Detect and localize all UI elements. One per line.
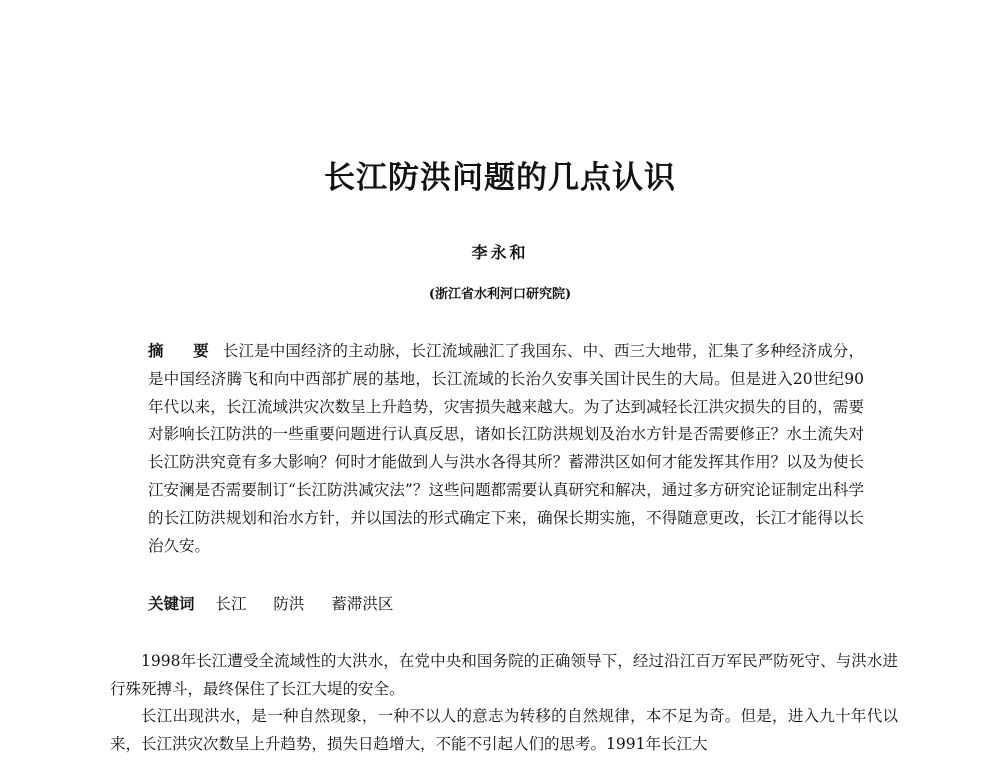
abstract-text: 长江是中国经济的主动脉，长江流域融汇了我国东、中、西三大地带，汇集了多种经济成分，是中国经济腾飞和向中西部扩展的基地，长江流域的长治久安事关国计民生的大局。但是进入20世纪90年代以来，长江流域洪灾次数呈上升趋势，灾害损失越来越大。为了达到减轻长江洪灾损失的目的，需要对影响长江防洪的一些重要问题进行认真反思，诸如长江防洪规划及治水方针是否需要修正？水土流失对长江防洪究竟有多大影响？何时才能做到人与洪水各得其所？蓄滞洪区如何才能发挥其作用？以及为使长江安澜是否需要制订“长江防洪减灾法”？这些问题都需要认真研究和解决，通过多方研究论证制定出科学的长江防洪规划和治水方针，并以国法的形式确定下来，确保长期实施，不得随意更改，长江才能得以长治久安。 (148, 342, 864, 555)
keywords-label: 关键词 (148, 595, 195, 613)
keyword-item: 长江 (215, 595, 247, 613)
keyword-item: 蓄滞洪区 (331, 595, 394, 613)
keywords-section (148, 591, 415, 618)
author-name: 李永和 (471, 243, 529, 262)
author-affiliation: (浙江省水利河口研究院) (428, 287, 572, 302)
body-paragraph: 1998年长江遭受全流域性的大洪水，在党中央和国务院的正确领导下，经过沿江百万军民严防死守、与洪水进行殊死搏斗，最终保住了长江大堤的安全。 (110, 652, 898, 698)
abstract-label: 摘 要 (148, 342, 221, 360)
paper-title: 长江防洪问题的几点认识 (324, 160, 676, 196)
abstract-section (148, 338, 864, 560)
body-paragraph: 长江出现洪水，是一种自然现象，一种不以人的意志为转移的自然规律，本不足为奇。但是，进入九十年代以来，长江洪灾次数呈上升趋势，损失日趋增大，不能不引起人们的思考。1991年长江大 (110, 707, 898, 753)
keyword-item: 防洪 (273, 595, 305, 613)
body-text (110, 648, 898, 758)
